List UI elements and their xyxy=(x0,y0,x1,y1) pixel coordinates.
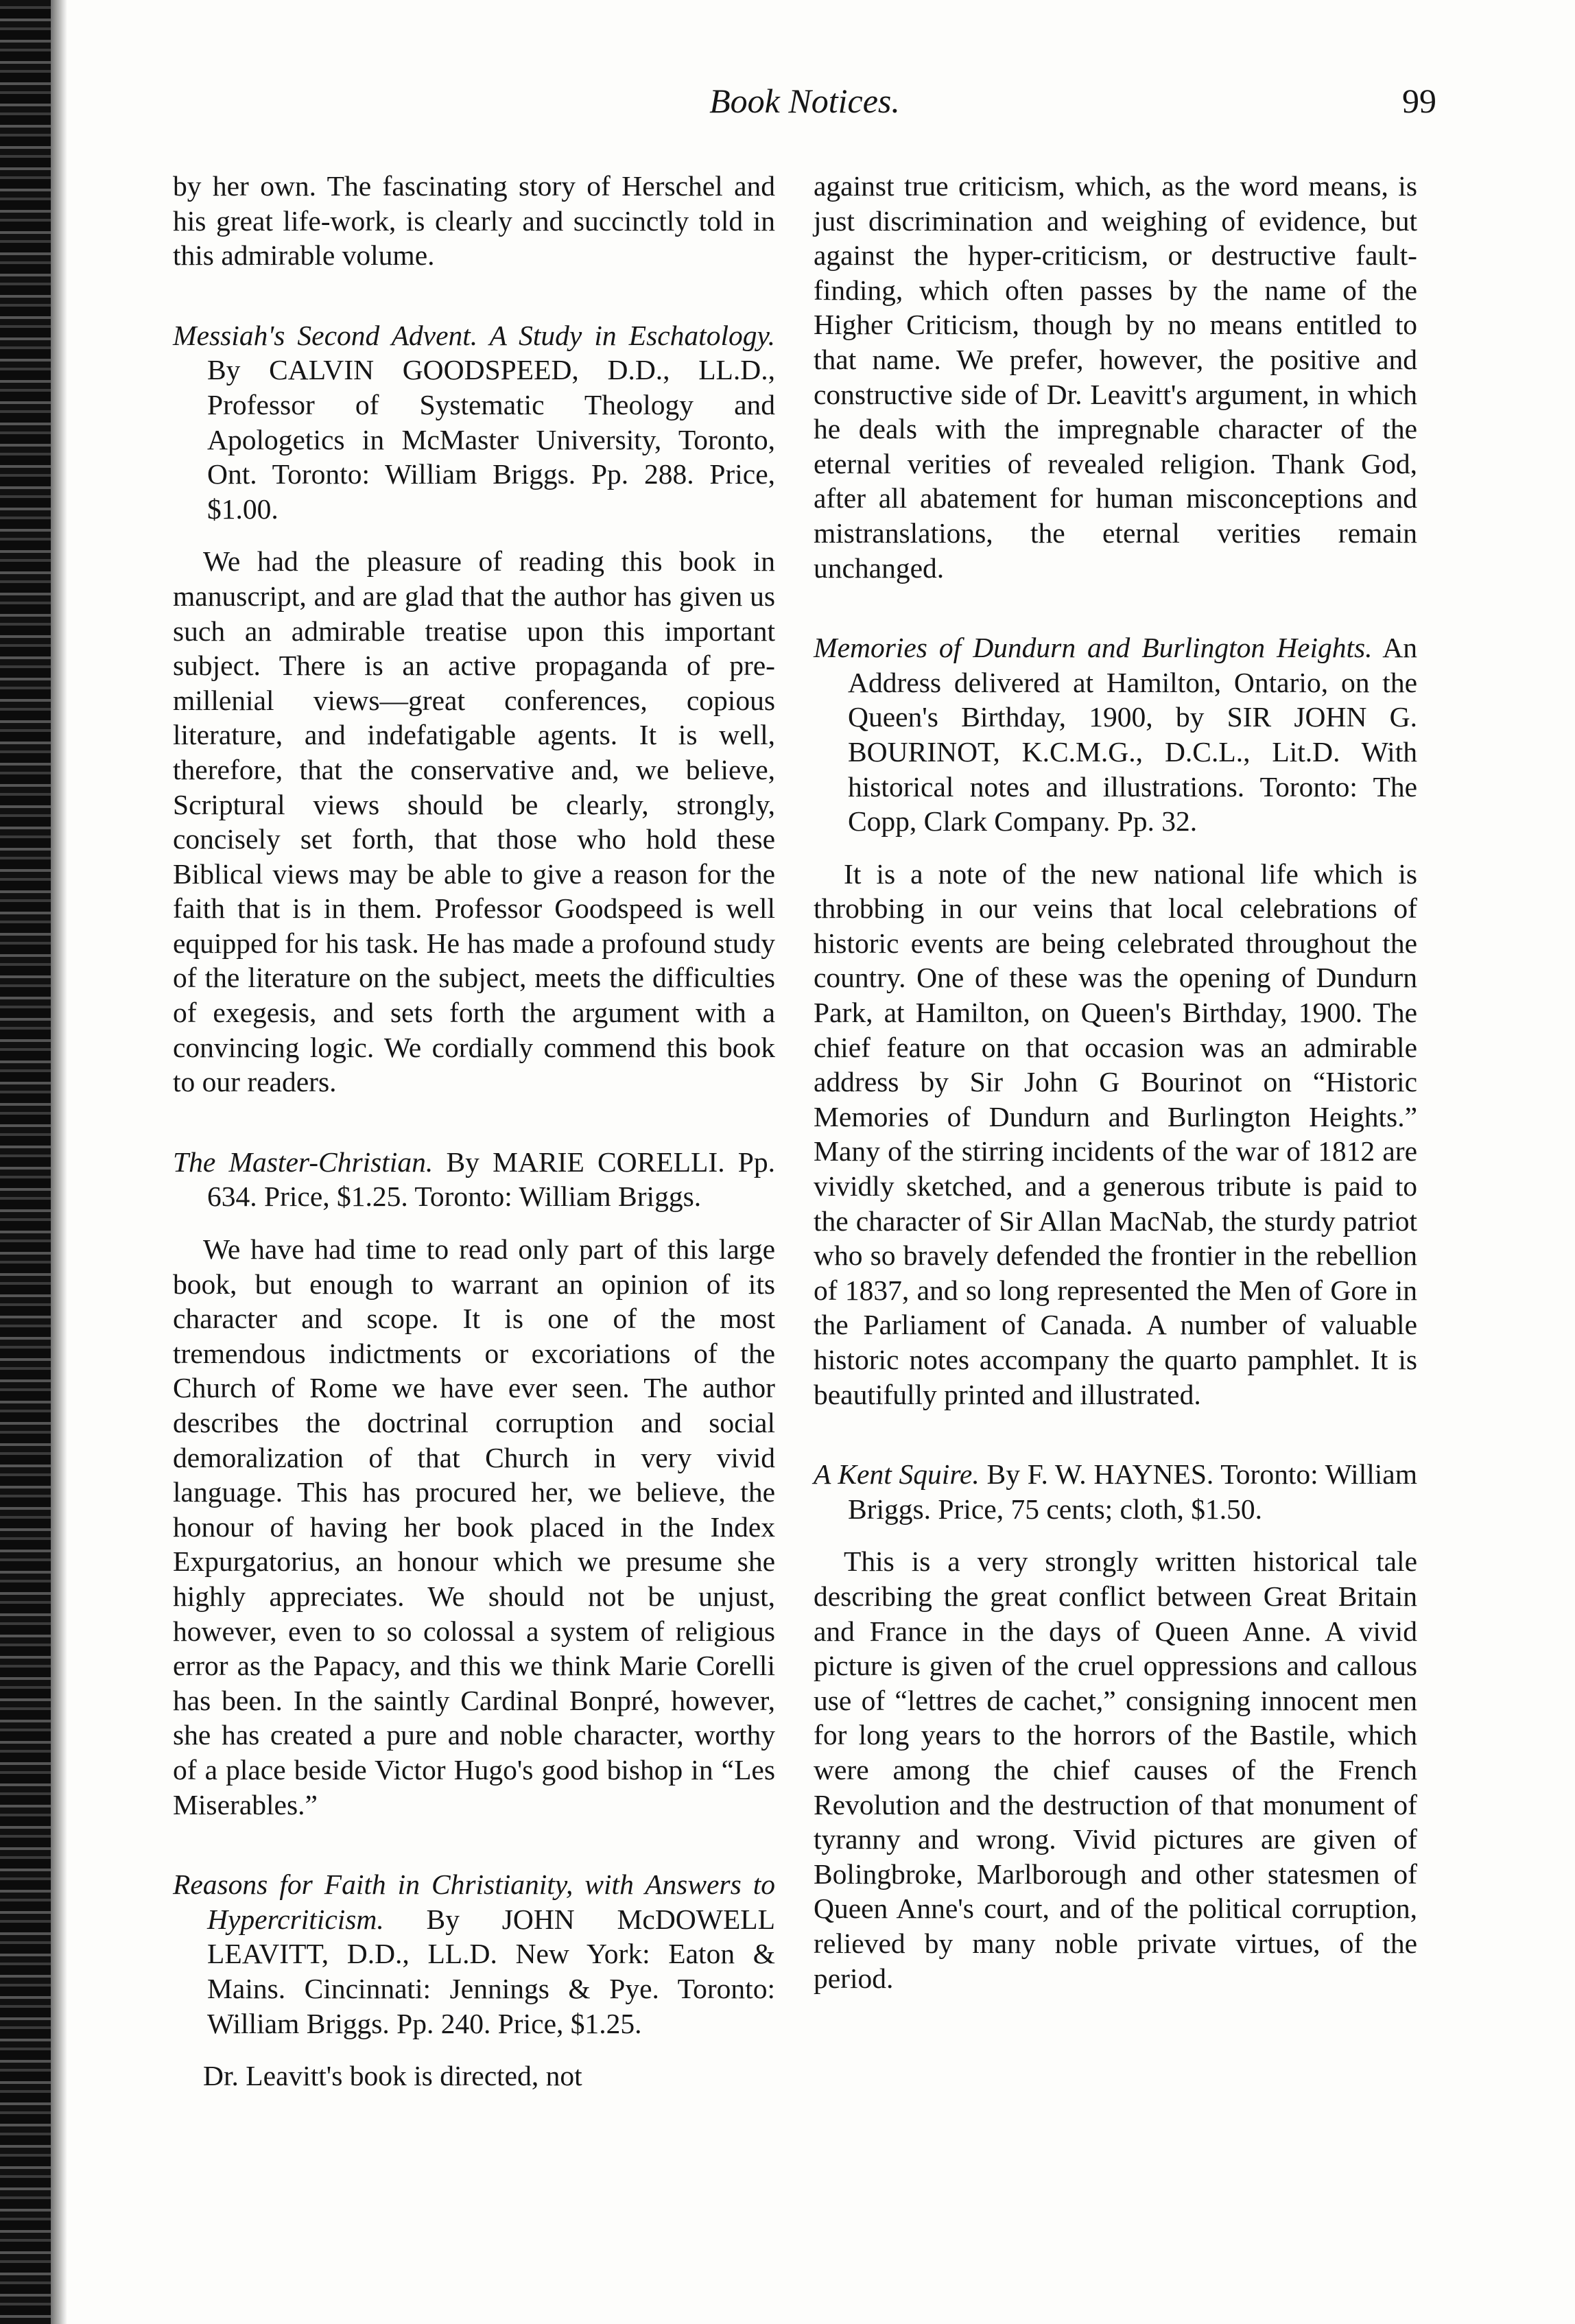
notice-title: Memories of Dundurn and Burlington Heights. xyxy=(814,632,1373,664)
notice-review-messiah: We had the pleasure of reading this book in manuscript, and are glad that the author has given us such an admirable treatise upon this important subject. There is an active propaganda of pre-millenial views—great conferences, copious literature, and indefatigable agents. It is well, therefore, that the conservative and, we believe, Scriptural views should be clearly, strongly, concisely set forth, that those who hold these Biblical views may be able to give a reason for the faith that is in them. Professor Goodspeed is well equipped for his task. He has made a profound study of the literature on the subject, meets the difficulties of exegesis, and sets forth the argument with a convincing logic. We cordially commend this book to our readers. xyxy=(173,545,775,1098)
notice-review-reasons-start: Dr. Leavitt's book is directed, not xyxy=(203,2060,582,2092)
page-binding-edge xyxy=(0,0,51,2324)
running-title: Book Notices. xyxy=(709,82,900,120)
page-number: 99 xyxy=(1402,82,1436,120)
notice-title: Messiah's Second Advent. A Study in Eschatology. xyxy=(173,319,775,351)
notice-details: An Address delivered at Hamilton, Ontario, on the Queen's Birthday, 1900, by SIR JOHN G. BOURINOT, K.C.M.G., D.C.L., Lit.D. With historical notes and illustrations. Toronto: The Copp, Clark Company. Pp. 32. xyxy=(848,632,1417,838)
notice-review-master-christian: We have had time to read only part of this large book, but enough to warrant an opinion of its character and scope. It is one of the most tremendous indictments or excoriations of the Church of Rome we have ever seen. The author describes the doctrinal corruption and social demoralization of that Church in very vivid language. This has procured her, we believe, the honour of having her book placed in the Index Expurgatorius, an honour which we presume she highly appreciates. We should not be unjust, however, even to so colossal a system of religious error as the Papacy, and this we think Marie Corelli has been. In the saintly Cardinal Bonpré, however, she has created a pure and noble character, worthy of a place beside Victor Hugo's good bishop in “Les Miserables.” xyxy=(173,1233,775,1821)
notice-title: Reasons for Faith in Christianity, with Answers to Hypercriticism. xyxy=(173,1869,775,1935)
herschel-paragraph: by her own. The fascinating story of Herschel and his great life-work, is clearly and succinctly told in this admirable volume. xyxy=(173,170,775,272)
notice-title: The Master-Christian. xyxy=(173,1146,434,1178)
page-header xyxy=(173,81,1436,136)
notice-heading-reasons-for-faith xyxy=(173,1867,775,2041)
notice-details: By JOHN McDOWELL LEAVITT, D.D., LL.D. New York: Eaton & Mains. Cincinnati: Jennings & Pye. Toronto: William Briggs. Pp. 240. Price, $1.25. xyxy=(207,1903,775,2039)
notice-heading-dundurn xyxy=(814,630,1417,839)
notice-review-kent-squire: This is a very strongly written historical tale describing the great conflict between Great Britain and France in the days of Queen Anne. A vivid picture is given of the cruel oppressions and callous use of “lettres de cachet,” consigning innocent men for long years to the horrors of the Bastile, which were among the chief causes of the French Revolution and the destruction of that monument of tyranny and wrong. Vivid pictures are given of Bolingbroke, Marlborough and other statesmen of Queen Anne's court, and of the political corruption, relieved by many noble private virtues, of the period. xyxy=(814,1545,1417,1994)
notice-title: A Kent Squire. xyxy=(814,1458,980,1491)
leavitt-review-continued: against true criticism, which, as the word means, is just discrimination and weighing of evidence, but against the hyper-criticism, or destructive fault-finding, which often passes by the name of the Higher Criticism, though by no means entitled to that name. We prefer, however, the positive and constructive side of Dr. Leavitt's argument, in which he deals with the impregnable character of the eternal verities of revealed religion. Thank God, after all abatement for human misconceptions and mistranslations, the eternal verities remain unchanged. xyxy=(814,170,1417,584)
notice-details: By MARIE CORELLI. Pp. 634. Price, $1.25. Toronto: William Briggs. xyxy=(207,1146,775,1213)
notice-details: By F. W. HAYNES. Toronto: William Briggs. Price, 75 cents; cloth, $1.50. xyxy=(848,1458,1417,1525)
notice-details: By CALVIN GOODSPEED, D.D., LL.D., Professor of Systematic Theology and Apologetics in McMaster University, Toronto, Ont. Toronto: William Briggs. Pp. 288. Price, $1.00. xyxy=(207,354,775,525)
notice-review-dundurn: It is a note of the new national life which is throbbing in our veins that local celebrations of historic events are being celebrated throughout the country. One of these was the opening of Dundurn Park, at Hamilton, on Queen's Birthday, 1900. The chief feature on that occasion was an admirable address by Sir John G Bourinot on “Historic Memories of Dundurn and Burlington Heights.” Many of the stirring incidents of the war of 1812 are vividly sketched, and a generous tribute is paid to the character of Sir Allan MacNab, the sturdy patriot who so bravely defended the frontier in the rebellion of 1837, and so long represented the Men of Gore in the Parliament of Canada. A number of valuable historic notes accompany the quarto pamphlet. It is beautifully printed and illustrated. xyxy=(814,857,1417,1410)
right-column xyxy=(814,169,1417,1995)
left-column xyxy=(173,169,775,2094)
notice-heading-kent-squire xyxy=(814,1457,1417,1526)
notice-heading-master-christian xyxy=(173,1145,775,1214)
notice-heading-messiah xyxy=(173,318,775,527)
